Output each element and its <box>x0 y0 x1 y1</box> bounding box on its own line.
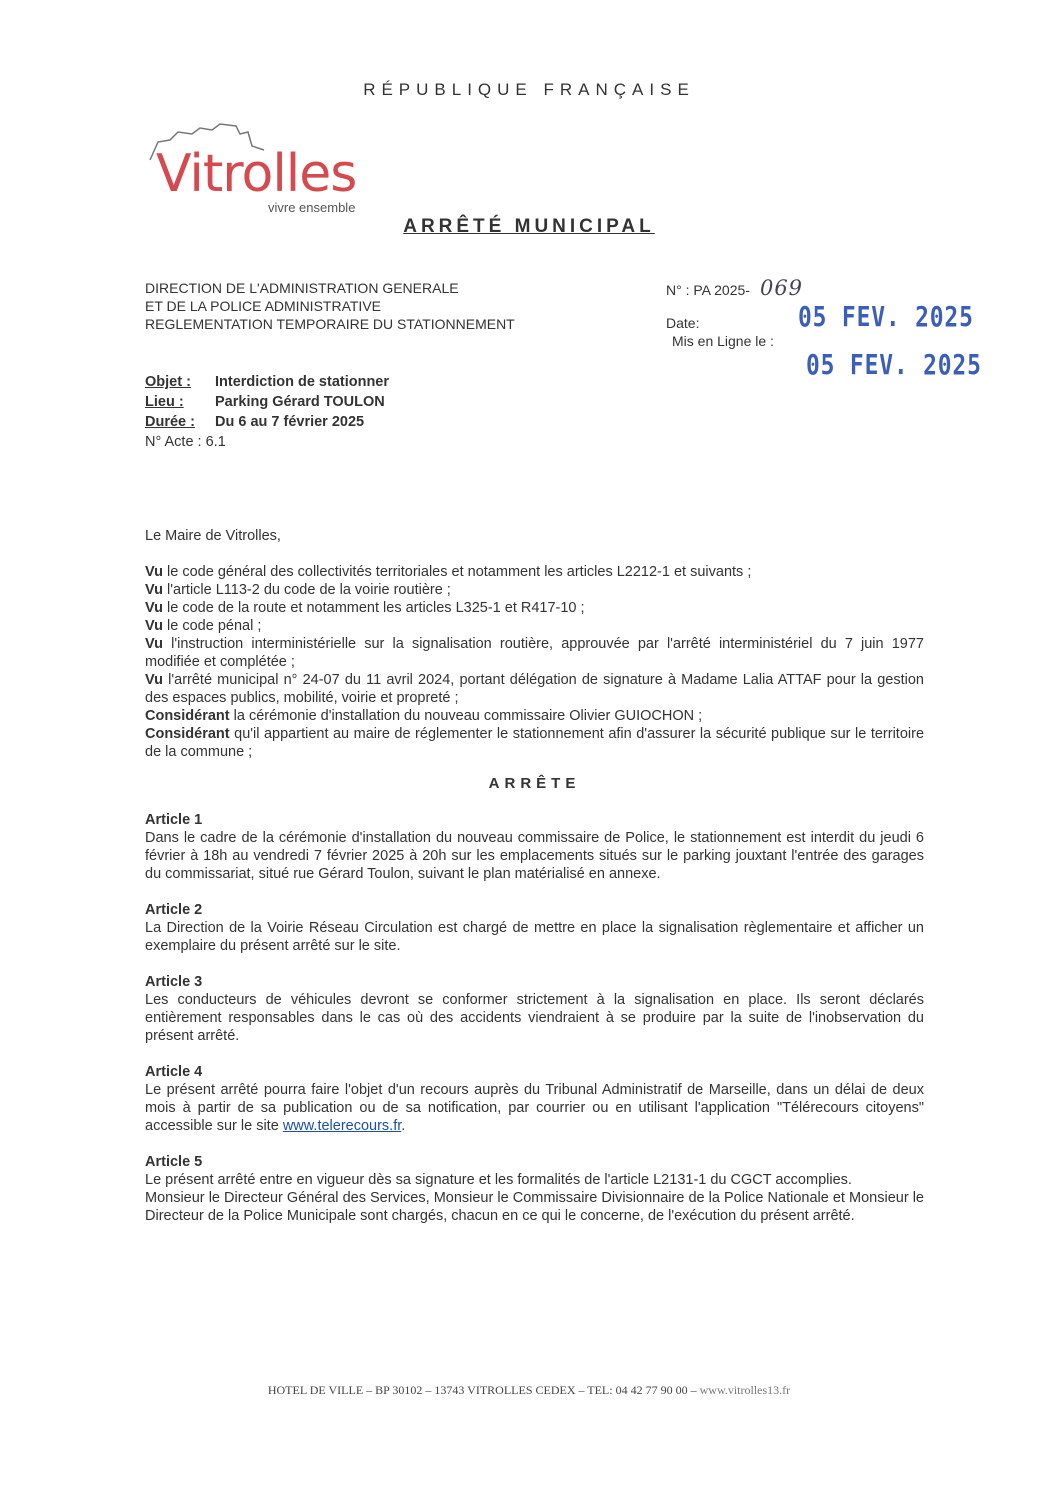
reference-number <box>666 276 803 300</box>
direction-block <box>145 279 515 333</box>
article-1 <box>145 811 924 883</box>
intro: Le Maire de Vitrolles, <box>145 528 281 544</box>
vu-line: Vu l'article L113-2 du code de la voirie routière ; <box>145 582 451 598</box>
article-text: Monsieur le Directeur Général des Services, Monsieur le Commissaire Divisionnaire de la Police Nationale et Monsieur le Directeur de la Police Municipale sont chargés, chacun en ce qui le concerne, de l'exécution du présent arrêté. <box>145 1190 924 1224</box>
arrete-heading: ARRÊTE <box>488 775 581 792</box>
lieu-value: Parking Gérard TOULON <box>215 394 385 410</box>
lieu-label: Lieu : <box>145 394 184 410</box>
article-text: Dans le cadre de la cérémonie d'installation du nouveau commissaire de Police, le stationnement est interdit du jeudi 6 février à 18h au vendredi 7 février 2025 à 20h sur les emplacements situés sur le parking jouxtant l'entrée des garages du commissariat, situé rue Gérard Toulon, suivant le plan matérialisé en annexe. <box>145 830 924 882</box>
article-4 <box>145 1063 924 1135</box>
document-title: ARRÊTÉ MUNICIPAL <box>403 216 655 237</box>
vu-line: Vu le code de la route et notamment les articles L325-1 et R417-10 ; <box>145 600 585 616</box>
mis-en-ligne-label: Mis en Ligne le : <box>672 333 774 349</box>
mis-en-ligne-stamp: 05 FEV. 2025 <box>806 348 982 381</box>
direction-line: ET DE LA POLICE ADMINISTRATIVE <box>145 298 381 314</box>
vu-line: Vu l'instruction interministérielle sur la signalisation routière, approuvée par l'arrêté interministériel du 7 juin 1977 modifiée et complétée ; <box>145 636 924 670</box>
article-3 <box>145 973 924 1045</box>
lieu-row <box>145 392 389 412</box>
direction-line: REGLEMENTATION TEMPORAIRE DU STATIONNEMENT <box>145 316 515 332</box>
article-title: Article 5 <box>145 1154 203 1170</box>
considerant-line: Considérant la cérémonie d'installation du nouveau commissaire Olivier GUIOCHON ; <box>145 708 703 724</box>
duree-label: Durée : <box>145 414 195 430</box>
article-title: Article 2 <box>145 902 203 918</box>
article-text: Les conducteurs de véhicules devront se conformer strictement à la signalisation en place. Ils seront déclarés entièrement responsables dans le cas où des accidents viendraient à se produire par la suite de l'inobservation du présent arrêté. <box>145 992 924 1044</box>
footer-address: HOTEL DE VILLE – BP 30102 – 13743 VITROLLES CEDEX – TEL: 04 42 77 90 00 – <box>267 1383 697 1397</box>
duree-value: Du 6 au 7 février 2025 <box>215 414 365 430</box>
article-title: Article 3 <box>145 974 203 990</box>
footer <box>0 1383 1058 1398</box>
acte-number: N° Acte : 6.1 <box>145 434 226 450</box>
direction-line: DIRECTION DE L'ADMINISTRATION GENERALE <box>145 280 459 296</box>
article-title: Article 4 <box>145 1064 203 1080</box>
vu-line: Vu l'arrêté municipal n° 24-07 du 11 avril 2024, portant délégation de signature à Madame Lalia ATTAF pour la gestion des espaces publics, mobilité, voirie et propreté ; <box>145 672 924 706</box>
article-text: La Direction de la Voirie Réseau Circulation est chargé de mettre en place la signalisation règlementaire et afficher un exemplaire du présent arrêté sur le site. <box>145 920 924 954</box>
logo-word: Vitrolles <box>156 144 357 204</box>
logo-tagline: vivre ensemble <box>268 200 356 215</box>
objet-label: Objet : <box>145 374 191 390</box>
article-text: Le présent arrêté entre en vigueur dès sa signature et les formalités de l'article L2131-1 du CGCT accomplies. <box>145 1172 852 1188</box>
objet-value: Interdiction de stationner <box>215 374 390 390</box>
vu-line: Vu le code pénal ; <box>145 618 262 634</box>
date-label: Date: <box>666 315 700 331</box>
republique-heading: RÉPUBLIQUE FRANÇAISE <box>363 80 695 99</box>
duree-row <box>145 412 389 432</box>
document-body <box>145 527 924 1243</box>
vu-line: Vu le code général des collectivités territoriales et notamment les articles L2212-1 et suivants ; <box>145 564 752 580</box>
date-stamp: 05 FEV. 2025 <box>798 300 974 333</box>
meta-block <box>145 372 389 452</box>
article-2 <box>145 901 924 955</box>
considerant-line: Considérant qu'il appartient au maire de réglementer le stationnement afin d'assurer la sécurité publique sur le territoire de la commune ; <box>145 726 925 760</box>
footer-website[interactable]: www.vitrolles13.fr <box>699 1383 791 1397</box>
objet-row <box>145 372 389 392</box>
article-5 <box>145 1153 924 1225</box>
vitrolles-logo <box>140 120 400 220</box>
article-text: Le présent arrêté pourra faire l'objet d'un recours auprès du Tribunal Administratif de Marseille, dans un délai de deux mois à partir de sa publication ou de sa notification, par courrier ou en utilisant l'application "Télérecours citoyens" accessible sur le site www.telerecours.fr. <box>145 1082 924 1134</box>
numero-handwritten: 069 <box>759 276 804 300</box>
telerecours-link[interactable]: www.telerecours.fr <box>282 1118 402 1134</box>
article-title: Article 1 <box>145 812 203 828</box>
numero-label: N° : PA 2025- <box>666 282 750 298</box>
